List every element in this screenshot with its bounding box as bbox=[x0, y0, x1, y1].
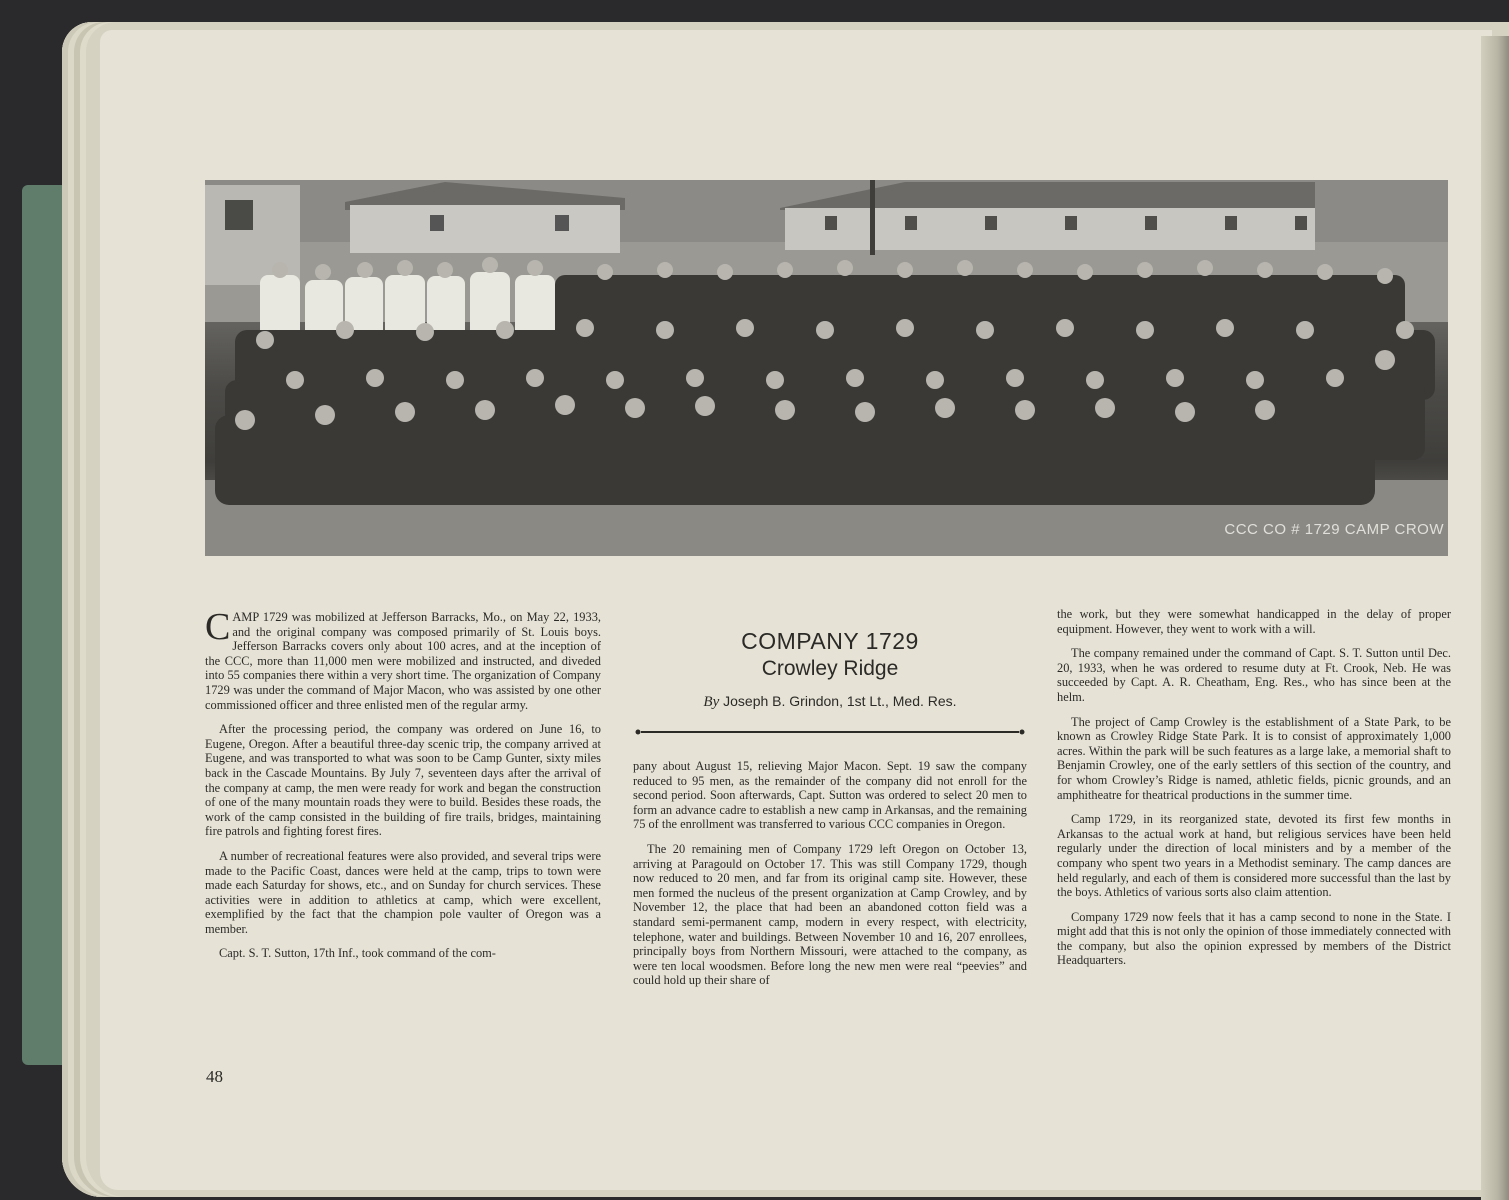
article-title: COMPANY 1729 bbox=[741, 628, 919, 654]
divider-ornament bbox=[633, 729, 1027, 735]
article-heading bbox=[633, 628, 1027, 711]
page-number: 48 bbox=[206, 1067, 223, 1086]
drop-cap: C bbox=[205, 606, 231, 648]
company-group-photo bbox=[205, 180, 1448, 556]
book-gutter bbox=[1481, 36, 1509, 1200]
paragraph: Camp 1729, in its reorganized state, devoted its first few months in Arkansas to the actual work at hand, but religious services have been held regularly under the direction of local ministers and by a member of the company who spent two years in a Methodist seminary. The camp dances are held regularly, and each of them is considered more successful than the last by the boys. Athletics of various sorts also claim attention. bbox=[1057, 812, 1451, 900]
paragraph: the work, but they were somewhat handicapped in the delay of proper equipment. However, they went to work with a will. bbox=[1057, 607, 1451, 636]
paragraph: Company 1729 now feels that it has a camp second to none in the State. I might add that this is not only the opinion of those immediately connected with the company, but also the opinion expressed by members of the District Headquarters. bbox=[1057, 909, 1451, 968]
article-byline bbox=[633, 693, 1027, 711]
paragraph bbox=[205, 606, 601, 712]
paragraph: The company remained under the command of Capt. S. T. Sutton until Dec. 20, 1933, when he was ordered to resume duty at Ft. Crook, Neb. He was succeeded by Capt. A. R. Cheatham, Eng. Res., who has since been at the helm. bbox=[1057, 646, 1451, 704]
paragraph: Capt. S. T. Sutton, 17th Inf., took command of the com- bbox=[219, 946, 496, 961]
byline-author: Joseph B. Grindon, 1st Lt., Med. Res. bbox=[723, 693, 957, 709]
paragraph: After the processing period, the company was ordered on June 16, to Eugene, Oregon. After a beautiful three-day scenic trip, the company arrived at Eugene, and was transported to what was soon to be Camp Gunter, sixty miles back in the Cascade Mountains. By July 7, seventeen days after the arrival of the company at camp, the men were ready for work and began the construction of one of the many mountain roads they were to build. Besides these roads, the work of the camp consisted in the building of fire trails, bridges, maintaining fire patrols and fighting forest fires. bbox=[205, 722, 601, 839]
photo-illustration bbox=[205, 180, 1448, 556]
paragraph: A number of recreational features were also provided, and several trips were made to the Pacific Coast, dances were held at the camp, trips to town were made each Saturday for shows, etc., and on Sunday for church services. These activities were in addition to athletics at camp, which were excellent, exemplified by the fact that the champion pole vaulter of Oregon was a member. bbox=[205, 848, 601, 936]
article-subtitle: Crowley Ridge bbox=[761, 657, 899, 680]
paragraph: pany about August 15, relieving Major Macon. Sept. 19 saw the company reduced to 95 men, as the remainder of the company did not enroll for the second period. Soon afterwards, Capt. Sutton was ordered to select 20 men to form an advance cadre to establish a new camp in Arkansas, and the remaining 75 of the enrollment was transferred to various CCC companies in Oregon. bbox=[633, 759, 1027, 832]
column-right bbox=[1057, 607, 1451, 978]
photo-caption: CCC CO # 1729 CAMP CROW bbox=[1224, 521, 1444, 538]
column-left bbox=[205, 606, 601, 971]
paragraph-text: AMP 1729 was mobilized at Jefferson Barracks, Mo., on May 22, 1933, and the original company was composed primarily of St. Louis boys. Jefferson Barracks covers only about 100 acres, and at the inception of the CCC, more than 11,000 men were mobilized and instructed, and diveded into 55 companies there within a very short time. The organization of Company 1729 was under the command of Major Macon, who was assisted by one other commissioned officer and three enlisted men of the regular army. bbox=[205, 610, 601, 712]
paragraph: The 20 remaining men of Company 1729 left Oregon on October 13, arriving at Paragould on October 17. This was still Company 1729, though now reduced to 20 men, and far from its original camp site. However, these men formed the nucleus of the present organization at Camp Crowley, and by November 12, the place that had been an abandoned cotton field was a standard semi-permanent camp, modern in every respect, with electricity, telephone, water and buildings. Between November 10 and 16, 207 enrollees, principally boys from Northern Missouri, were attached to the company, as were ten local woodsmen. Before long the new men were real “peevies” and could hold up their share of bbox=[633, 841, 1027, 988]
column-middle bbox=[633, 759, 1027, 998]
paragraph: The project of Camp Crowley is the establishment of a State Park, to be known as Crowley Ridge State Park. It is to consist of approximately 1,000 acres. Within the park will be such features as a large lake, a memorial shaft to Benjamin Crowley, one of the early settlers of this section of the country, and for whom Crowley’s Ridge is named, athletic fields, picnic grounds, and an amphitheatre for theatrical productions in the summer time. bbox=[1057, 714, 1451, 802]
byline-prefix: By bbox=[703, 694, 720, 710]
